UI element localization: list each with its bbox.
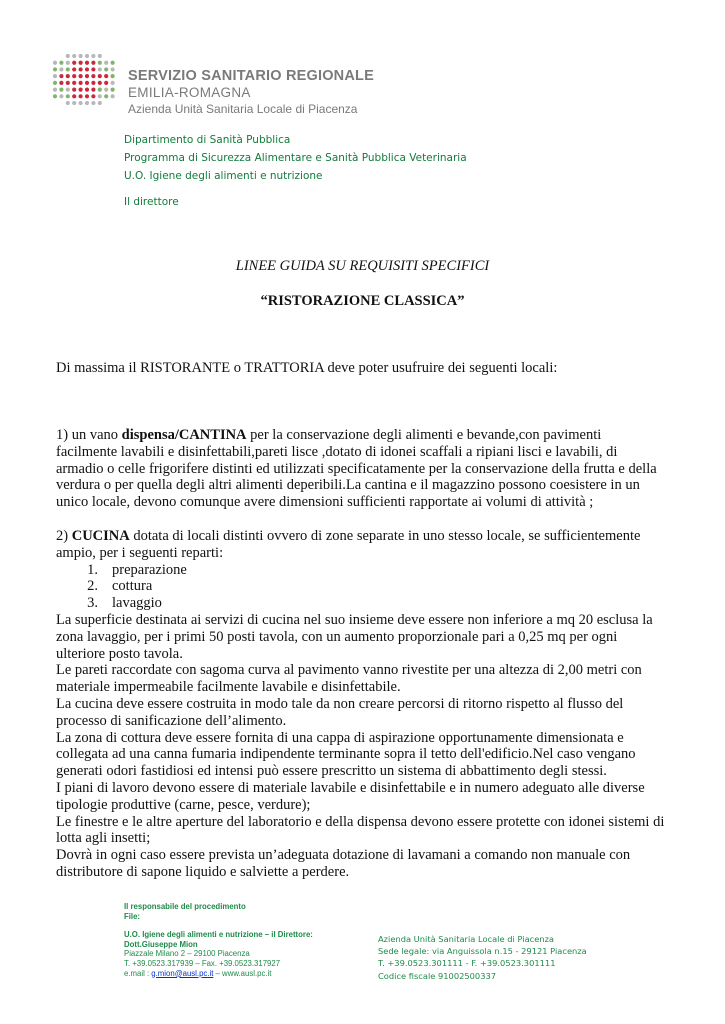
section-number: 1) un vano <box>56 427 122 443</box>
logo-dot <box>85 74 89 78</box>
section-text: per la conservazione degli alimenti e bevande,con pavimenti facilmente lavabili e disinfettabili,pareti lisce ,dotato di idonei scaffali a ripiani lisci e lavabili, di armadio o celle frigorifere distinti ed utilizzati specificatamente per la conservazione della frutta e della verdura o per quella degli altri alimenti deperibili.La cantina e il magazzino possono coesistere in un unico locale, devono comunque avere dimensioni sufficienti rapportate ai volumi di attività ; <box>56 427 657 511</box>
logo-dot <box>98 67 102 71</box>
logo-dot <box>72 61 76 65</box>
list-item <box>56 595 666 612</box>
logo-dot <box>91 74 95 78</box>
logo-dot <box>111 88 115 92</box>
logo-dot <box>59 94 63 98</box>
list-number: 1. <box>87 561 98 578</box>
list-item <box>56 562 666 579</box>
reparti-list <box>56 562 666 612</box>
footer-phone: T. +39.0523.317939 – Fax. +39.0523.317927 <box>124 958 281 968</box>
logo-dot <box>79 88 83 92</box>
footer-responsible: Il responsabile del procedimento <box>124 902 246 911</box>
footer-org-phone: T. +39.0523.301111 - F. +39.0523.301111 <box>378 958 556 969</box>
logo-dot <box>72 74 76 78</box>
logo-dot <box>66 88 70 92</box>
logo-dot <box>85 88 89 92</box>
logo-dot <box>85 94 89 98</box>
logo-dot <box>66 61 70 65</box>
logo-dot <box>85 67 89 71</box>
section-number: 2) <box>56 527 72 544</box>
list-label: cottura <box>112 578 153 595</box>
email-link[interactable]: g.mion@ausl.pc.it <box>151 968 214 978</box>
logo-dot <box>104 88 108 92</box>
section-dispensa <box>56 427 666 511</box>
document-title: LINEE GUIDA SU REQUISITI SPECIFICI <box>235 258 490 274</box>
section-text: dotata di locali distinti ovvero di zone separate in uno stesso locale, se sufficientemente ampio, per i seguenti reparti: <box>56 527 641 561</box>
logo-dot <box>72 67 76 71</box>
logo-dot <box>79 61 83 65</box>
logo-dot <box>79 101 83 105</box>
list-number: 3. <box>87 595 98 612</box>
logo-dot <box>98 94 102 98</box>
logo-dot <box>66 67 70 71</box>
footer-org <box>378 933 587 982</box>
logo-dot <box>53 88 57 92</box>
logo-dot <box>66 54 70 58</box>
logo-dot <box>79 67 83 71</box>
logo-dot <box>91 67 95 71</box>
department-block <box>124 131 467 185</box>
logo-dot <box>91 54 95 58</box>
logo-dot <box>66 74 70 78</box>
logo-dot <box>59 81 63 85</box>
paragraph: La cucina deve essere costruita in modo tale da non creare percorsi di ritorno rispetto al flusso del processo di sanificazione dell’alimento. <box>56 695 624 729</box>
paragraph: Le pareti raccordate con sagoma curva al pavimento vanno rivestite per una altezza di 2,00 metri con materiale impermeabile facilmente lavabile e disinfettabile. <box>56 662 642 696</box>
logo-dot <box>98 81 102 85</box>
footer-uo: U.O. Igiene degli alimenti e nutrizione – il Direttore: <box>124 930 313 940</box>
logo-dot <box>91 81 95 85</box>
paragraph: Le finestre e le altre aperture del laboratorio e della dispensa devono essere protette con idonei sistemi di lotta agli insetti; <box>56 813 665 847</box>
logo-dot <box>111 74 115 78</box>
director-label: Il direttore <box>124 196 179 208</box>
logo-dot <box>85 81 89 85</box>
logo-dot <box>111 61 115 65</box>
logo-dot <box>104 67 108 71</box>
logo-dot <box>91 61 95 65</box>
logo-dot <box>72 94 76 98</box>
section-heading: CUCINA <box>71 527 130 544</box>
logo-dot <box>66 94 70 98</box>
logo-dot <box>72 101 76 105</box>
logo-dot <box>59 88 63 92</box>
logo-dot <box>98 61 102 65</box>
logo-dot <box>111 81 115 85</box>
logo-dot <box>72 54 76 58</box>
logo-dot <box>111 67 115 71</box>
logo-dot <box>85 61 89 65</box>
logo-line-1: SERVIZIO SANITARIO REGIONALE <box>128 68 374 84</box>
logo-dot <box>104 94 108 98</box>
logo-dot <box>79 54 83 58</box>
section-cucina <box>56 528 666 562</box>
logo-dot <box>91 101 95 105</box>
footer-contact <box>124 902 354 978</box>
logo-dot <box>66 81 70 85</box>
logo-line-3: Azienda Unità Sanitaria Locale di Piacenza <box>128 102 358 116</box>
paragraph: La superficie destinata ai servizi di cucina nel suo insieme deve essere non inferiore a mq 20 esclusa la zona lavaggio, per i primi 50 posti tavola, con un aumento proporzionale pari a 0,25 mq per ogni ulteriore posto tavola. <box>56 611 653 662</box>
logo-dot <box>91 94 95 98</box>
logo-dot <box>53 61 57 65</box>
logo-dot <box>79 94 83 98</box>
logo-dot <box>72 81 76 85</box>
logo-dot <box>53 81 57 85</box>
logo-dot <box>79 81 83 85</box>
email-label: e.mail : <box>124 968 152 978</box>
footer-director-name: Dott.Giuseppe Mion <box>124 939 198 949</box>
list-number: 2. <box>87 578 98 595</box>
department-line: U.O. Igiene degli alimenti e nutrizione <box>124 170 323 182</box>
document-body <box>56 427 666 881</box>
list-label: lavaggio <box>112 595 162 612</box>
department-line: Dipartimento di Sanità Pubblica <box>124 134 291 146</box>
paragraph: La zona di cottura deve essere fornita di una cappa di aspirazione opportunamente dimensionata e collegata ad una canna fumaria indipendente terminante sopra il tetto dell'edificio.Nel caso vengano generati odori fastidiosi ed intensi può essere prescritto un sistema di abbattimento degli stessi. <box>56 729 636 780</box>
list-label: preparazione <box>112 561 187 578</box>
logo-dot <box>91 88 95 92</box>
logo-dot <box>53 74 57 78</box>
logo-dot <box>85 101 89 105</box>
logo-dot-grid <box>52 52 116 112</box>
logo-dot <box>79 74 83 78</box>
logo-dot <box>72 88 76 92</box>
department-line: Programma di Sicurezza Alimentare e Sanità Pubblica Veterinaria <box>124 152 467 164</box>
footer-tax-code: Codice fiscale 91002500337 <box>378 970 497 981</box>
logo-line-2: EMILIA-ROMAGNA <box>128 85 251 100</box>
intro-paragraph: Di massima il RISTORANTE o TRATTORIA deve poter usufruire dei seguenti locali: <box>56 360 558 376</box>
logo-dot <box>98 54 102 58</box>
logo-dot <box>98 74 102 78</box>
footer-seat: Sede legale: via Anguissola n.15 - 29121 Piacenza <box>378 946 587 957</box>
logo-dot <box>98 101 102 105</box>
web-address: – www.ausl.pc.it <box>213 968 272 978</box>
logo-dot <box>59 74 63 78</box>
logo-dot <box>104 74 108 78</box>
footer-file: File: <box>124 911 141 921</box>
logo-dot <box>104 81 108 85</box>
logo-dot <box>53 94 57 98</box>
paragraph: I piani di lavoro devono essere di materiale lavabile e disinfettabile e in numero adeguato alle diverse tipologie produttive (carne, pesce, verdure); <box>56 779 645 813</box>
logo-dot <box>66 101 70 105</box>
footer-address: Piazzale Milano 2 – 29100 Piacenza <box>124 949 250 959</box>
logo-dot <box>85 54 89 58</box>
logo-dot <box>53 67 57 71</box>
logo-wordmark <box>128 68 374 117</box>
logo-dot <box>59 61 63 65</box>
paragraph: Dovrà in ogni caso essere prevista un’adeguata dotazione di lavamani a comando non manuale con distributore di sapone liquido e salviette a perdere. <box>56 847 631 880</box>
document-subtitle: “RISTORAZIONE CLASSICA” <box>260 293 465 309</box>
list-item <box>56 578 666 595</box>
logo-dot <box>104 61 108 65</box>
section-heading: dispensa/CANTINA <box>121 427 247 443</box>
footer-email-line <box>124 969 354 979</box>
logo-dot <box>111 94 115 98</box>
logo-dot <box>98 88 102 92</box>
footer-org-name: Azienda Unità Sanitaria Locale di Piacenza <box>378 934 555 944</box>
logo-dot <box>59 67 63 71</box>
